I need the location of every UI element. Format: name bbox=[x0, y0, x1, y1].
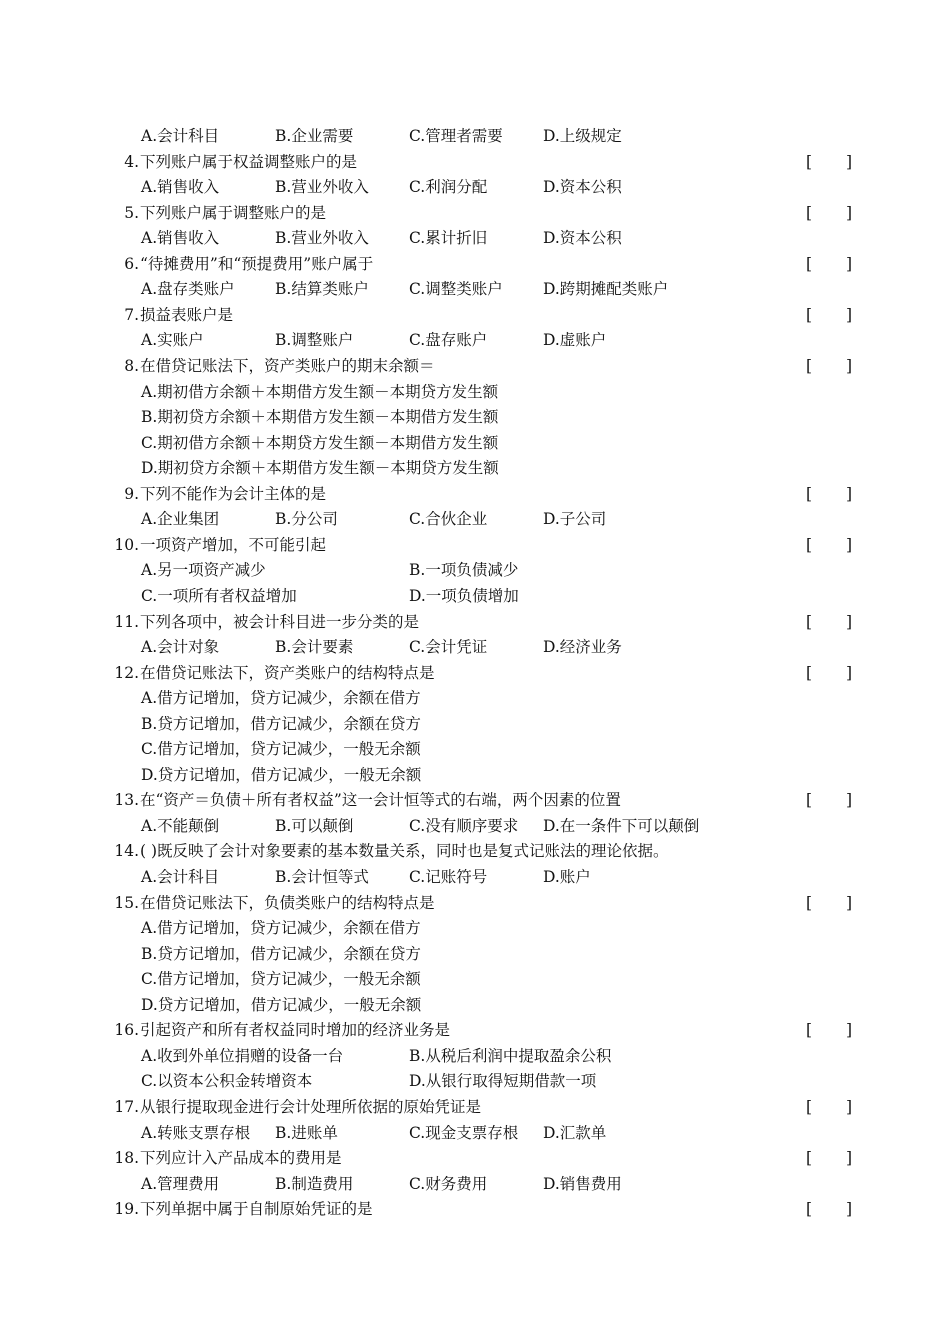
question-number: 18. bbox=[114, 1149, 139, 1167]
option-c: C.现金支票存根 bbox=[409, 1123, 519, 1142]
option-d: D.账户 bbox=[543, 868, 591, 886]
option-a: D.期初贷方余额＋本期借方发生额－本期贷方发生额 bbox=[141, 459, 499, 478]
option-d: D.在一条件下可以颠倒 bbox=[543, 816, 700, 835]
options-row bbox=[0, 328, 950, 353]
option-b: B.进账单 bbox=[275, 1123, 338, 1142]
options-row bbox=[0, 431, 950, 456]
bracket-left: [ bbox=[806, 254, 813, 273]
option-b: B.营业外收入 bbox=[275, 229, 369, 248]
option-a: B.贷方记增加，借方记减少，余额在贷方 bbox=[141, 944, 421, 963]
options-row bbox=[0, 865, 950, 890]
option-a: B.贷方记增加，借方记减少，余额在贷方 bbox=[141, 714, 421, 733]
bracket-left: [ bbox=[806, 791, 813, 810]
option-a: D.贷方记增加，借方记减少，一般无余额 bbox=[141, 765, 422, 784]
options-row bbox=[0, 916, 950, 941]
question-row bbox=[0, 1018, 950, 1043]
question-text: 下列账户属于调整账户的是 bbox=[140, 203, 327, 222]
options-row bbox=[0, 584, 950, 609]
question-number: 7. bbox=[124, 305, 139, 324]
option-a: A.销售收入 bbox=[141, 229, 220, 248]
question-text: 一项资产增加，不可能引起 bbox=[140, 535, 327, 554]
options-row bbox=[0, 507, 950, 532]
bracket-left: [ bbox=[806, 1097, 813, 1116]
option-a: A.会计科目 bbox=[141, 127, 220, 145]
bracket-right: ] bbox=[845, 1097, 852, 1116]
bracket-left: [ bbox=[806, 152, 813, 171]
bracket-right: ] bbox=[845, 203, 852, 222]
bracket-left: [ bbox=[806, 1021, 813, 1040]
option-c: C.会计凭证 bbox=[409, 638, 488, 656]
question-row bbox=[0, 533, 950, 558]
options-row bbox=[0, 456, 950, 481]
option-b: B.结算类账户 bbox=[275, 280, 369, 299]
option-a: A.实账户 bbox=[141, 331, 204, 350]
option-c: C.记账符号 bbox=[409, 868, 488, 886]
bracket-left: [ bbox=[806, 663, 813, 682]
option-a: A.销售收入 bbox=[141, 178, 220, 197]
question-text: 在借贷记账法下，资产类账户的结构特点是 bbox=[140, 663, 435, 682]
option-b: B.调整账户 bbox=[275, 331, 354, 350]
option-a: A.借方记增加，贷方记减少，余额在借方 bbox=[141, 689, 421, 708]
option-b: D.从银行取得短期借款一项 bbox=[409, 1072, 597, 1091]
options-row bbox=[0, 277, 950, 302]
bracket-right: ] bbox=[845, 612, 852, 631]
option-b: B.会计恒等式 bbox=[275, 868, 369, 886]
question-row bbox=[0, 1146, 950, 1171]
options-row bbox=[0, 737, 950, 762]
question-number: 12. bbox=[114, 663, 139, 682]
option-c: C.财务费用 bbox=[409, 1174, 488, 1193]
options-row bbox=[0, 1044, 950, 1069]
option-b: B.营业外收入 bbox=[275, 178, 369, 197]
question-row bbox=[0, 482, 950, 507]
options-row bbox=[0, 967, 950, 992]
bracket-left: [ bbox=[806, 1200, 813, 1219]
question-text: 下列应计入产品成本的费用是 bbox=[140, 1149, 342, 1167]
options-row bbox=[0, 635, 950, 660]
option-a: A.会计科目 bbox=[141, 868, 220, 886]
options-row bbox=[0, 175, 950, 200]
options-row bbox=[0, 1172, 950, 1197]
bracket-right: ] bbox=[845, 1200, 852, 1219]
options-row bbox=[0, 712, 950, 737]
question-row bbox=[0, 150, 950, 175]
option-b: B.企业需要 bbox=[275, 127, 354, 145]
options-row bbox=[0, 558, 950, 583]
question-row bbox=[0, 891, 950, 916]
options-row bbox=[0, 1121, 950, 1146]
bracket-left: [ bbox=[806, 357, 813, 375]
option-c: C.盘存账户 bbox=[409, 331, 488, 350]
option-a: A.另一项资产减少 bbox=[141, 561, 266, 580]
options-row bbox=[0, 993, 950, 1018]
question-text: 在“资产＝负债＋所有者权益”这一会计恒等式的右端，两个因素的位置 bbox=[140, 791, 621, 810]
option-c: C.合伙企业 bbox=[409, 510, 488, 529]
question-row bbox=[0, 354, 950, 379]
option-a: C.借方记增加，贷方记减少，一般无余额 bbox=[141, 740, 421, 759]
option-a: A.借方记增加，贷方记减少，余额在借方 bbox=[141, 919, 421, 938]
bracket-left: [ bbox=[806, 893, 813, 912]
options-row bbox=[0, 942, 950, 967]
question-number: 17. bbox=[114, 1097, 139, 1116]
option-b: B.可以颠倒 bbox=[275, 816, 354, 835]
question-text: 损益表账户是 bbox=[140, 305, 234, 324]
question-number: 14. bbox=[114, 842, 139, 861]
options-row bbox=[0, 226, 950, 251]
option-d: D.上级规定 bbox=[543, 127, 622, 145]
question-row bbox=[0, 201, 950, 226]
bracket-right: ] bbox=[845, 305, 852, 324]
option-c: C.调整类账户 bbox=[409, 280, 503, 299]
option-a: C.一项所有者权益增加 bbox=[141, 586, 297, 605]
question-text: 在借贷记账法下，资产类账户的期末余额＝ bbox=[140, 357, 435, 375]
option-a: A.管理费用 bbox=[141, 1174, 220, 1193]
question-number: 11. bbox=[114, 612, 139, 631]
option-a: A.期初借方余额＋本期借方发生额－本期贷方发生额 bbox=[141, 382, 499, 401]
bracket-left: [ bbox=[806, 305, 813, 324]
option-a: C.借方记增加，贷方记减少，一般无余额 bbox=[141, 970, 421, 989]
bracket-left: [ bbox=[806, 612, 813, 631]
question-text: ( )既反映了会计对象要素的基本数量关系，同时也是复式记账法的理论依据。 bbox=[140, 842, 669, 861]
question-number: 4. bbox=[124, 152, 139, 171]
option-c: C.利润分配 bbox=[409, 178, 488, 197]
bracket-right: ] bbox=[845, 1149, 852, 1167]
question-row bbox=[0, 661, 950, 686]
question-row bbox=[0, 610, 950, 635]
option-b: B.会计要素 bbox=[275, 638, 354, 656]
question-number: 13. bbox=[114, 791, 139, 810]
option-a: A.转账支票存根 bbox=[141, 1123, 251, 1142]
option-a: A.不能颠倒 bbox=[141, 816, 220, 835]
question-number: 6. bbox=[124, 254, 139, 273]
option-d: D.汇款单 bbox=[543, 1123, 607, 1142]
bracket-right: ] bbox=[845, 152, 852, 171]
question-row bbox=[0, 788, 950, 813]
question-text: 下列不能作为会计主体的是 bbox=[140, 484, 327, 503]
option-a: A.盘存类账户 bbox=[141, 280, 235, 299]
bracket-right: ] bbox=[845, 791, 852, 810]
options-row bbox=[0, 814, 950, 839]
bracket-left: [ bbox=[806, 484, 813, 503]
option-d: D.子公司 bbox=[543, 510, 607, 529]
question-text: 下列单据中属于自制原始凭证的是 bbox=[140, 1200, 373, 1219]
question-text: 引起资产和所有者权益同时增加的经济业务是 bbox=[140, 1021, 451, 1040]
options-row bbox=[0, 124, 950, 149]
question-row bbox=[0, 252, 950, 277]
option-a: C.期初借方余额＋本期贷方发生额－本期借方发生额 bbox=[141, 433, 499, 452]
bracket-right: ] bbox=[845, 357, 852, 375]
question-text: 从银行提取现金进行会计处理所依据的原始凭证是 bbox=[140, 1097, 482, 1116]
question-number: 5. bbox=[124, 203, 139, 222]
option-c: C.累计折旧 bbox=[409, 229, 488, 248]
bracket-right: ] bbox=[845, 254, 852, 273]
bracket-right: ] bbox=[845, 484, 852, 503]
option-d: D.资本公积 bbox=[543, 229, 622, 248]
option-d: D.经济业务 bbox=[543, 638, 622, 656]
bracket-right: ] bbox=[845, 535, 852, 554]
option-c: C.没有顺序要求 bbox=[409, 816, 519, 835]
option-d: D.销售费用 bbox=[543, 1174, 622, 1193]
question-row bbox=[0, 1197, 950, 1222]
bracket-left: [ bbox=[806, 203, 813, 222]
question-row bbox=[0, 839, 950, 864]
option-a: A.企业集团 bbox=[141, 510, 220, 529]
question-row bbox=[0, 1095, 950, 1120]
option-b: B.制造费用 bbox=[275, 1174, 354, 1193]
options-row bbox=[0, 1069, 950, 1094]
option-a: B.期初贷方余额＋本期借方发生额－本期借方发生额 bbox=[141, 408, 499, 427]
question-text: 在借贷记账法下，负债类账户的结构特点是 bbox=[140, 893, 435, 912]
option-b: B.一项负债减少 bbox=[409, 561, 519, 580]
option-b: B.分公司 bbox=[275, 510, 338, 529]
option-a: D.贷方记增加，借方记减少，一般无余额 bbox=[141, 995, 422, 1014]
option-a: A.会计对象 bbox=[141, 638, 220, 656]
option-a: C.以资本公积金转增资本 bbox=[141, 1072, 313, 1091]
question-number: 9. bbox=[124, 484, 139, 503]
question-number: 8. bbox=[124, 357, 139, 375]
question-text: “待摊费用”和“预提费用”账户属于 bbox=[140, 254, 374, 273]
options-row bbox=[0, 686, 950, 711]
option-c: C.管理者需要 bbox=[409, 127, 503, 145]
options-row bbox=[0, 763, 950, 788]
bracket-right: ] bbox=[845, 1021, 852, 1040]
question-number: 15. bbox=[114, 893, 139, 912]
question-number: 16. bbox=[114, 1021, 139, 1040]
option-b: D.一项负债增加 bbox=[409, 586, 519, 605]
option-d: D.资本公积 bbox=[543, 178, 622, 197]
option-d: D.跨期摊配类账户 bbox=[543, 280, 669, 299]
options-row bbox=[0, 405, 950, 430]
question-text: 下列账户属于权益调整账户的是 bbox=[140, 152, 358, 171]
question-number: 10. bbox=[114, 535, 139, 554]
bracket-right: ] bbox=[845, 663, 852, 682]
question-text: 下列各项中，被会计科目进一步分类的是 bbox=[140, 612, 420, 631]
options-row bbox=[0, 380, 950, 405]
option-a: A.收到外单位捐赠的设备一台 bbox=[141, 1046, 344, 1065]
question-number: 19. bbox=[114, 1200, 139, 1219]
option-b: B.从税后利润中提取盈余公积 bbox=[409, 1046, 612, 1065]
bracket-right: ] bbox=[845, 893, 852, 912]
question-row bbox=[0, 303, 950, 328]
bracket-left: [ bbox=[806, 1149, 813, 1167]
bracket-left: [ bbox=[806, 535, 813, 554]
option-d: D.虚账户 bbox=[543, 331, 607, 350]
